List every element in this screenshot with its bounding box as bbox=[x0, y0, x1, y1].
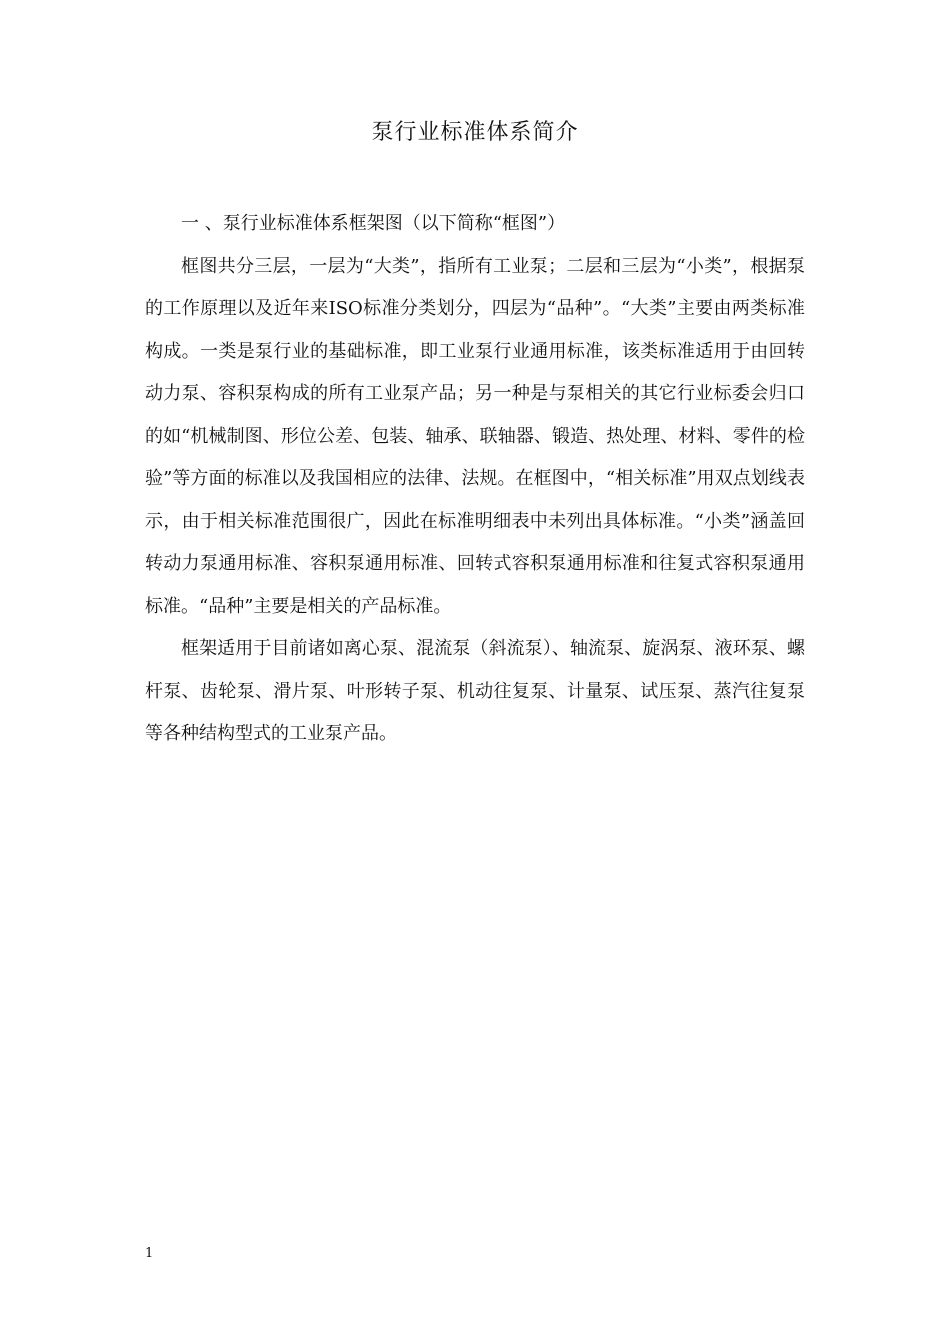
page-number: 1 bbox=[145, 1246, 154, 1261]
paragraph-framework-layers: 框图共分三层，一层为“大类”，指所有工业泵；二层和三层为“小类”，根据泵的工作原理以及近年来ISO标准分类划分，四层为“品种”。“大类”主要由两类标准构成。一类是泵行业的基础标准，即工业泵行业通用标准，该类标准适用于由回转动力泵、容积泵构成的所有工业泵产品；另一种是与泵相关的其它行业标委会归口的如“机械制图、形位公差、包装、轴承、联轴器、锻造、热处理、材料、零件的检验”等方面的标准以及我国相应的法律、法规。在框图中，“相关标准”用双点划线表示，由于相关标准范围很广，因此在标准明细表中未列出具体标准。“小类”涵盖回转动力泵通用标准、容积泵通用标准、回转式容积泵通用标准和往复式容积泵通用标准。“品种”主要是相关的产品标准。 bbox=[145, 255, 805, 617]
document-body bbox=[145, 203, 805, 756]
document-title: 泵行业标准体系简介 bbox=[371, 120, 579, 145]
section-heading: 一 、泵行业标准体系框架图（以下简称“框图”） bbox=[181, 213, 566, 234]
paragraph-framework-scope: 框架适用于目前诸如离心泵、混流泵（斜流泵）、轴流泵、旋涡泵、液环泵、螺杆泵、齿轮泵、滑片泵、叶形转子泵、机动往复泵、计量泵、试压泵、蒸汽往复泵等各种结构型式的工业泵产品。 bbox=[145, 638, 805, 744]
